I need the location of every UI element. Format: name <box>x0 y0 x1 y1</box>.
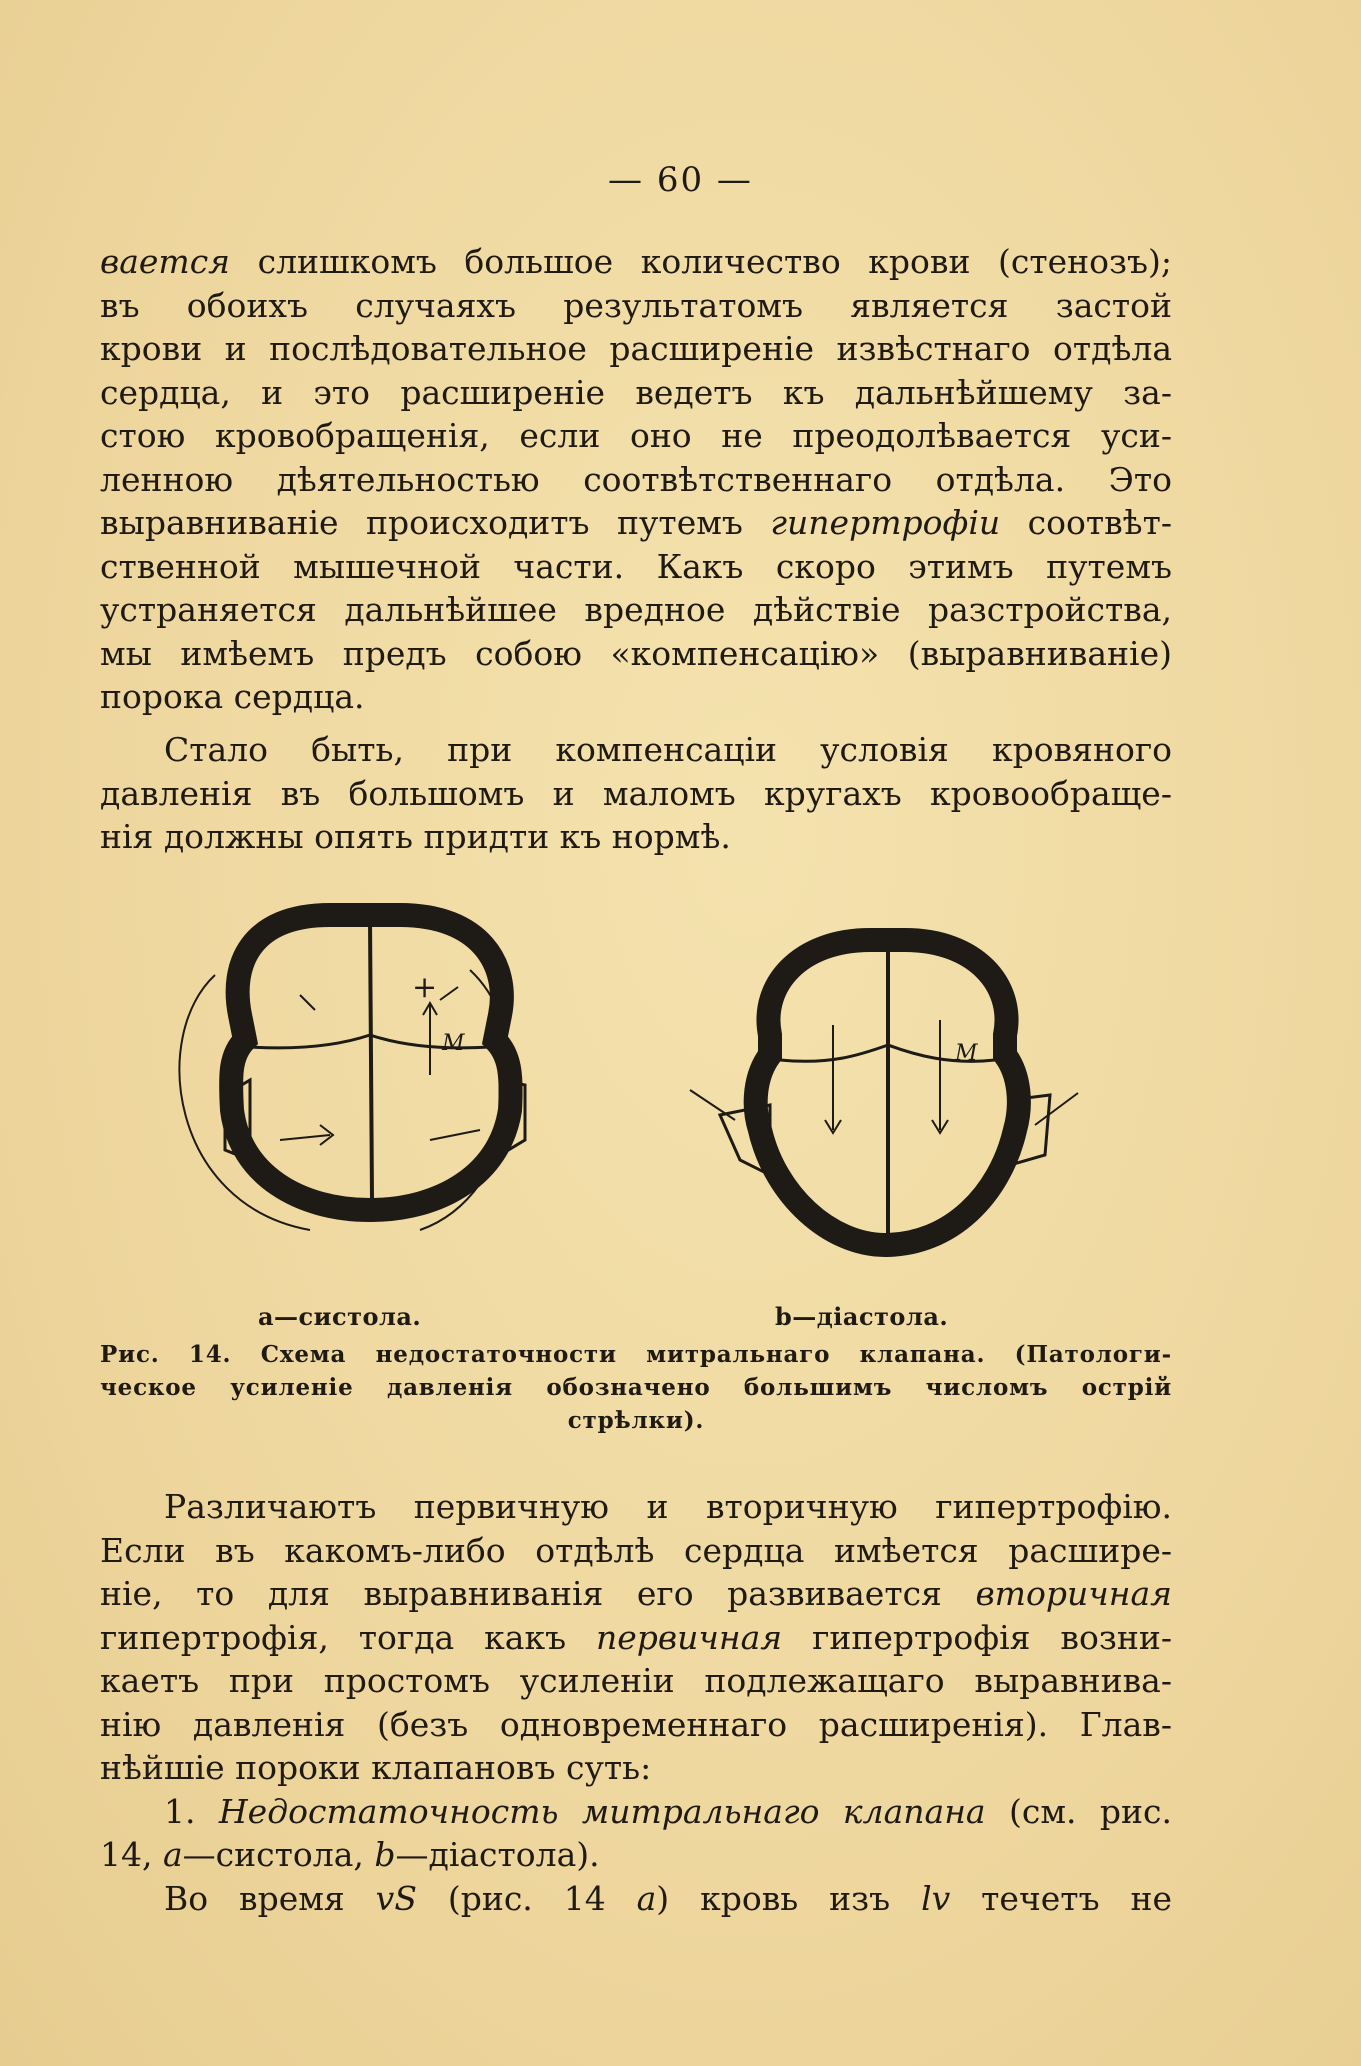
text-line: порока сердца. <box>100 677 365 716</box>
mitral-label-b: M <box>955 1041 978 1066</box>
text-line: давленія въ большомъ и маломъ кругахъ кровообраще- <box>100 773 1172 813</box>
text-line: устраняется дальнѣйшее вредное дѣйствіе разстройства, <box>100 590 1172 629</box>
plus-sign: + <box>412 970 438 1005</box>
text-line: сердца, и это расширеніе ведетъ къ дальнѣйшему за- <box>100 372 1172 412</box>
text-line: ственной мышечной части. Какъ скоро этимъ путемъ <box>100 546 1172 586</box>
text-line: гипертрофія, тогда какъ первичная гипертрофія возни- <box>100 1617 1173 1657</box>
text-line: нія должны опять придти къ нормѣ. <box>100 817 731 856</box>
text-line: нѣйшіе пороки клапановъ суть: <box>100 1748 652 1787</box>
page-number: — 60 — <box>608 160 753 200</box>
text-line: крови и послѣдовательное расширеніе извѣстнаго отдѣла <box>100 329 1172 368</box>
text-line: Если въ какомъ-либо отдѣлѣ сердца имѣется расшире- <box>100 1530 1172 1570</box>
text-line: мы имѣемъ предъ собою «компенсацію» (выравниваніе) <box>100 633 1172 673</box>
figure-caption <box>100 1338 1172 1437</box>
paragraph-3 <box>100 1485 1172 1920</box>
text-line: Различаютъ первичную и вторичную гипертрофію. <box>164 1487 1172 1526</box>
text-line: ленною дѣятельностью соотвѣтственнаго отдѣла. Это <box>100 459 1172 499</box>
text-line: нію давленія (безъ одновременнаго расширенія). Глав- <box>100 1704 1172 1744</box>
text-line: каетъ при простомъ усиленіи подлежащаго выравнива- <box>100 1661 1172 1700</box>
paragraph-1 <box>100 240 1172 719</box>
caption-line: Рис. 14. Схема недостаточности митральнаго клапана. (Патологи- <box>100 1341 1172 1368</box>
caption-line: стрѣлки). <box>567 1407 705 1434</box>
text-line: выравниваніе происходитъ путемъ гипертрофіи соотвѣт- <box>100 503 1172 542</box>
text-line: стою кровобращенія, если оно не преодолѣвается уси- <box>100 416 1172 455</box>
text-line: въ обоихъ случаяхъ результатомъ является застой <box>100 285 1172 325</box>
paragraph-2 <box>100 728 1172 859</box>
diagram-diastole <box>690 940 1078 1245</box>
text-line: вается слишкомъ большое количество крови (стенозъ); <box>100 242 1172 281</box>
text-line: Во время vS (рис. 14 a) кровь изъ lv течетъ не <box>164 1878 1172 1918</box>
heart-diagram-figure <box>0 875 1361 1325</box>
text-line: 1. Недостаточность митральнаго клапана (см. рис. <box>164 1791 1173 1831</box>
text-line: 14, a—систола, b—діастола). <box>100 1835 600 1874</box>
text-line: Стало быть, при компенсаціи условія кровяного <box>164 730 1172 769</box>
diagram-systole <box>179 911 525 1230</box>
figure-label-a: a—систола. <box>258 1302 422 1331</box>
figure-label-b: b—діастола. <box>775 1302 949 1331</box>
text-line: ніе, то для выравниванія его развивается вторичная <box>100 1574 1172 1613</box>
mitral-label-a: M <box>442 1031 465 1056</box>
caption-line: ческое усиленіе давленія обозначено большимъ числомъ острій <box>100 1374 1172 1401</box>
